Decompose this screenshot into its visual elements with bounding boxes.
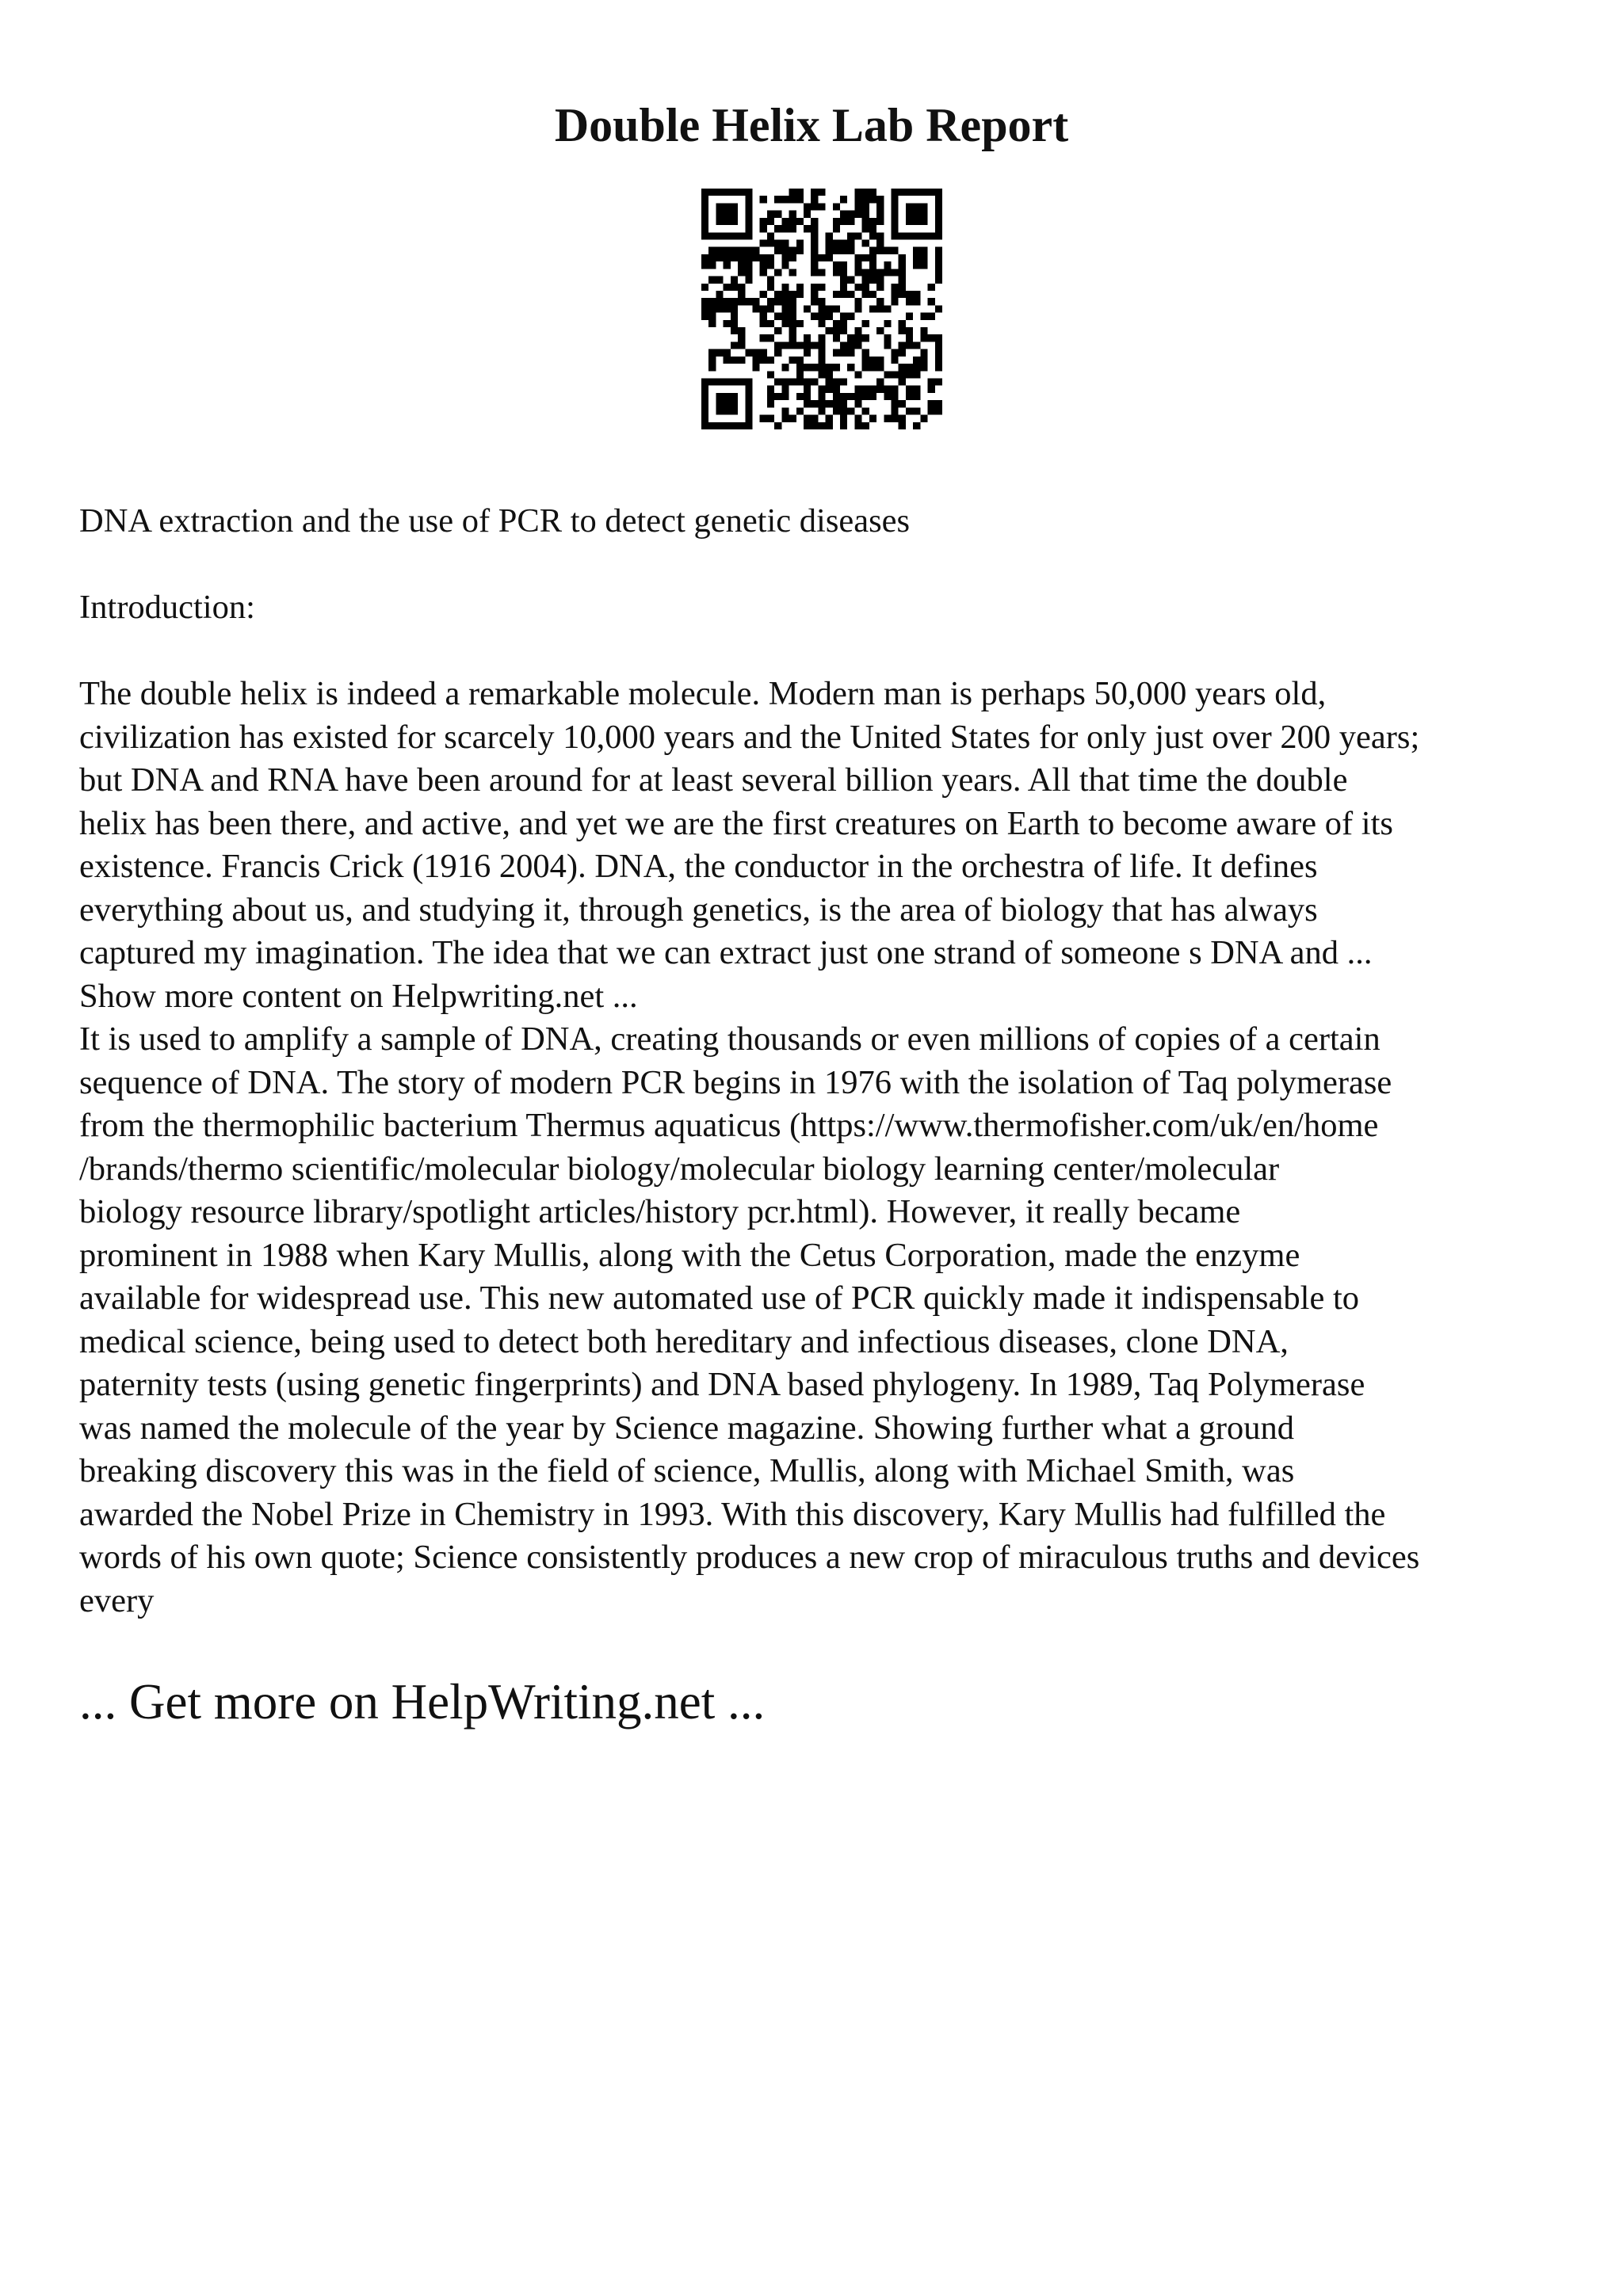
section-heading: Introduction: (79, 589, 255, 626)
document-subtitle: DNA extraction and the use of PCR to detect genetic diseases (79, 502, 911, 540)
body-paragraph: The double helix is indeed a remarkable molecule. Modern man is perhaps 50,000 years old, civilization has existed for scarcely 10,000 years and the United States for only just over 200 years; but DNA and RNA have been around for at least several billion years. All that time the double helix has been there, and active, and yet we are the first creatures on Earth to become aware of its existence. Francis Crick (1916 2004). DNA, the conductor in the orchestra of life. It defines everything about us, and studying it, through genetics, is the area of biology that has always captured my imagination. The idea that we can extract just one strand of someone s DNA and ... Show more content on Helpwriting.net ... It is used to amplify a sample of DNA, creating thousands or even millions of copies of a certain sequence of DNA. The story of modern PCR begins in 1976 with the isolation of Taq polymerase from the thermophilic bacterium Thermus aquaticus (https://www.thermofisher.com/uk/en/home /brands/thermo scientific/molecular biology/molecular biology learning center/molecular biology resource library/spotlight articles/history pcr.html). However, it really became prominent in 1988 when Kary Mullis, along with the Cetus Corporation, made the enzyme available for widespread use. This new automated use of PCR quickly made it indispensable to medical science, being used to detect both hereditary and infectious diseases, clone DNA, paternity tests (using genetic fingerprints) and DNA based phylogeny. In 1989, Taq Polymerase was named the molecule of the year by Science magazine. Showing further what a ground breaking discovery this was in the field of science, Mullis, along with Michael Smith, was awarded the Nobel Prize in Chemistry in 1993. With this discovery, Kary Mullis had fulfilled the words of his own quote; Science consistently produces a new crop of miraculous truths and devices every (79, 675, 1420, 1619)
qr-code-icon[interactable] (701, 189, 942, 429)
page-title: Double Helix Lab Report (554, 99, 1069, 151)
get-more-link[interactable]: ... Get more on HelpWriting.net ... (79, 1674, 766, 1730)
